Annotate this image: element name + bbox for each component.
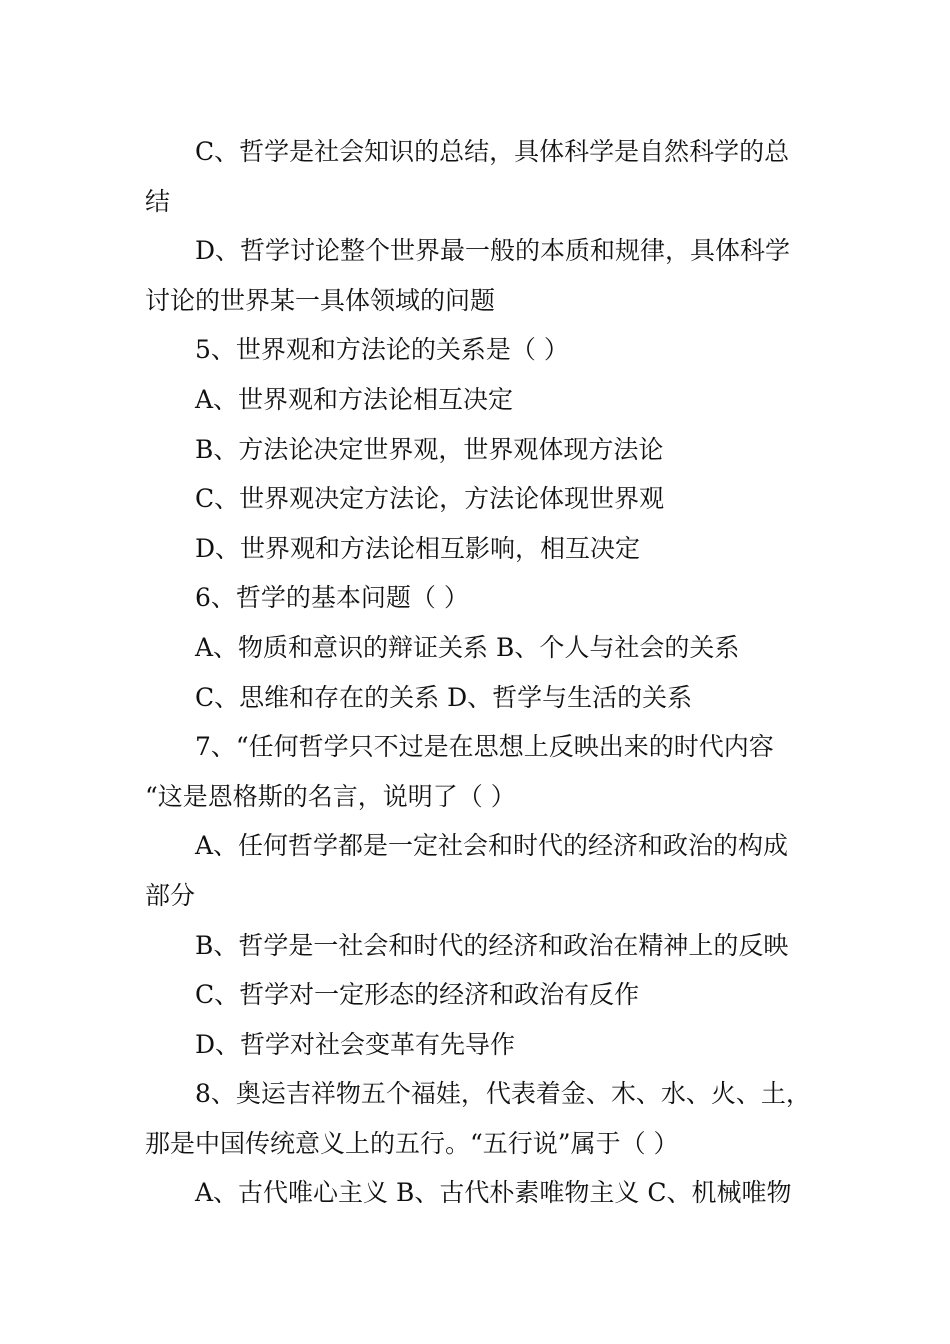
option-7a: A、任何哲学都是一定社会和时代的经济和政治的构成 <box>195 831 789 861</box>
text-line: D、哲学讨论整个世界最一般的本质和规律，具体科学 <box>195 236 791 266</box>
options-6ab: A、物质和意识的辩证关系 B、个人与社会的关系 <box>195 632 740 662</box>
options-6cd: C、思维和存在的关系 D、哲学与生活的关系 <box>195 682 693 712</box>
option-5b: B、方法论决定世界观，世界观体现方法论 <box>195 434 664 464</box>
option-5c: C、世界观决定方法论，方法论体现世界观 <box>195 484 665 514</box>
option-7d: D、哲学对社会变革有先导作 <box>195 1029 516 1059</box>
question-6: 6、哲学的基本问题（ ） <box>195 583 469 613</box>
options-8: A、古代唯心主义 B、古代朴素唯物主义 C、机械唯物 <box>195 1178 792 1208</box>
text-line: 结 <box>145 186 171 216</box>
text-line: C、哲学是社会知识的总结，具体科学是自然科学的总 <box>195 137 790 166</box>
question-5: 5、世界观和方法论的关系是（ ） <box>195 335 569 365</box>
text-line: 讨论的世界某一具体领域的问题 <box>145 285 496 315</box>
question-7: 7、“任何哲学只不过是在思想上反映出来的时代内容 <box>195 732 774 762</box>
question-8: 8、奥运吉祥物五个福娃，代表着金、木、水、火、土， <box>195 1079 811 1109</box>
option-5a: A、世界观和方法论相互决定 <box>195 384 514 414</box>
option-5d: D、世界观和方法论相互影响，相互决定 <box>195 533 641 563</box>
document-body <box>145 127 815 1218</box>
question-8-cont: 那是中国传统意义上的五行。“五行说”属于（ ） <box>145 1128 679 1158</box>
question-7-cont: “这是恩格斯的名言，说明了（ ） <box>145 781 516 811</box>
option-7b: B、哲学是一社会和时代的经济和政治在精神上的反映 <box>195 930 789 960</box>
option-7a-cont: 部分 <box>145 880 196 910</box>
option-7c: C、哲学对一定形态的经济和政治有反作 <box>195 980 640 1010</box>
